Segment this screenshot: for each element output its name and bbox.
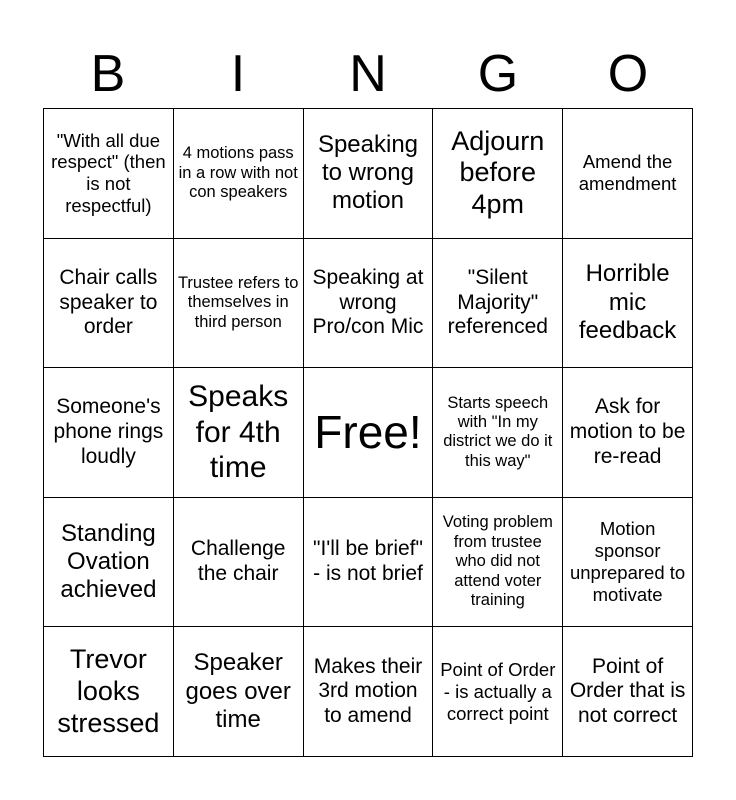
bingo-cell-r5c1[interactable] [44,627,174,757]
cell-text: Amend the amendment [578,151,677,195]
header-letter-n: N [349,45,387,103]
bingo-cell-r3c2[interactable] [174,368,304,498]
cell-text: Horrible mic feedback [578,260,677,345]
bingo-cell-r2c2[interactable] [174,239,304,369]
cell-text: Point of Order - is actually a correct point [440,658,556,724]
bingo-cell-r5c4[interactable] [433,627,563,757]
header-letter-b: B [90,45,126,103]
header-letter-o: O [607,45,649,103]
bingo-cell-r4c3[interactable] [304,498,434,628]
cell-text: Trustee refers to themselves in third person [177,273,299,331]
bingo-cell-free[interactable] [304,368,434,498]
bingo-cell-r2c5[interactable] [563,239,693,369]
cell-text: Someone's phone rings loudly [53,395,164,468]
cell-text: "With all due respect" (then is not respectful) [51,129,166,217]
bingo-cell-r4c1[interactable] [44,498,174,628]
header-letter-i: I [230,45,246,103]
bingo-cell-r1c3[interactable] [304,109,434,239]
bingo-cell-r4c4[interactable] [433,498,563,628]
bingo-cell-r4c5[interactable] [563,498,693,628]
cell-text: Speaking at wrong Pro/con Mic [312,265,424,339]
cell-text: Ask for motion to be re-read [569,395,686,468]
cell-text: Voting problem from trustee who did not attend voter training [442,513,553,610]
bingo-cell-r1c4[interactable] [433,109,563,239]
bingo-cell-r5c5[interactable] [563,627,693,757]
cell-text: Speaking to wrong motion [317,130,419,215]
cell-text: Motion sponsor unprepared to motivate [569,518,686,605]
cell-text: Challenge the chair [190,537,286,586]
bingo-cell-r2c1[interactable] [44,239,174,369]
bingo-cell-r2c3[interactable] [304,239,434,369]
cell-text: "I'll be brief" - is not brief [313,537,423,586]
cell-text: Point of Order that is not correct [569,654,686,728]
bingo-cell-r3c1[interactable] [44,368,174,498]
cell-text: Makes their 3rd motion to amend [313,654,423,728]
bingo-header [43,40,693,108]
cell-text: 4 motions pass in a row with not con speakers [178,144,298,202]
bingo-cell-r5c2[interactable] [174,627,304,757]
cell-text: Chair calls speaker to order [59,265,158,339]
cell-text: Adjourn before 4pm [451,125,545,220]
bingo-board [43,108,693,757]
header-letter-g: G [477,45,519,103]
cell-text: Starts speech with "In my district we do it this way" [443,393,553,470]
free-space-text: Free! [314,406,422,459]
bingo-cell-r4c2[interactable] [174,498,304,628]
cell-text: "Silent Majority" referenced [447,265,548,339]
cell-text: Trevor looks stressed [57,643,160,738]
cell-text: Speaker goes over time [185,649,291,733]
bingo-cell-r1c2[interactable] [174,109,304,239]
bingo-cell-r1c1[interactable] [44,109,174,239]
bingo-cell-r5c3[interactable] [304,627,434,757]
bingo-cell-r3c5[interactable] [563,368,693,498]
cell-text: Speaks for 4th time [188,380,289,485]
bingo-cell-r3c4[interactable] [433,368,563,498]
bingo-cell-r2c4[interactable] [433,239,563,369]
bingo-cell-r1c5[interactable] [563,109,693,239]
cell-text: Standing Ovation achieved [60,519,157,604]
